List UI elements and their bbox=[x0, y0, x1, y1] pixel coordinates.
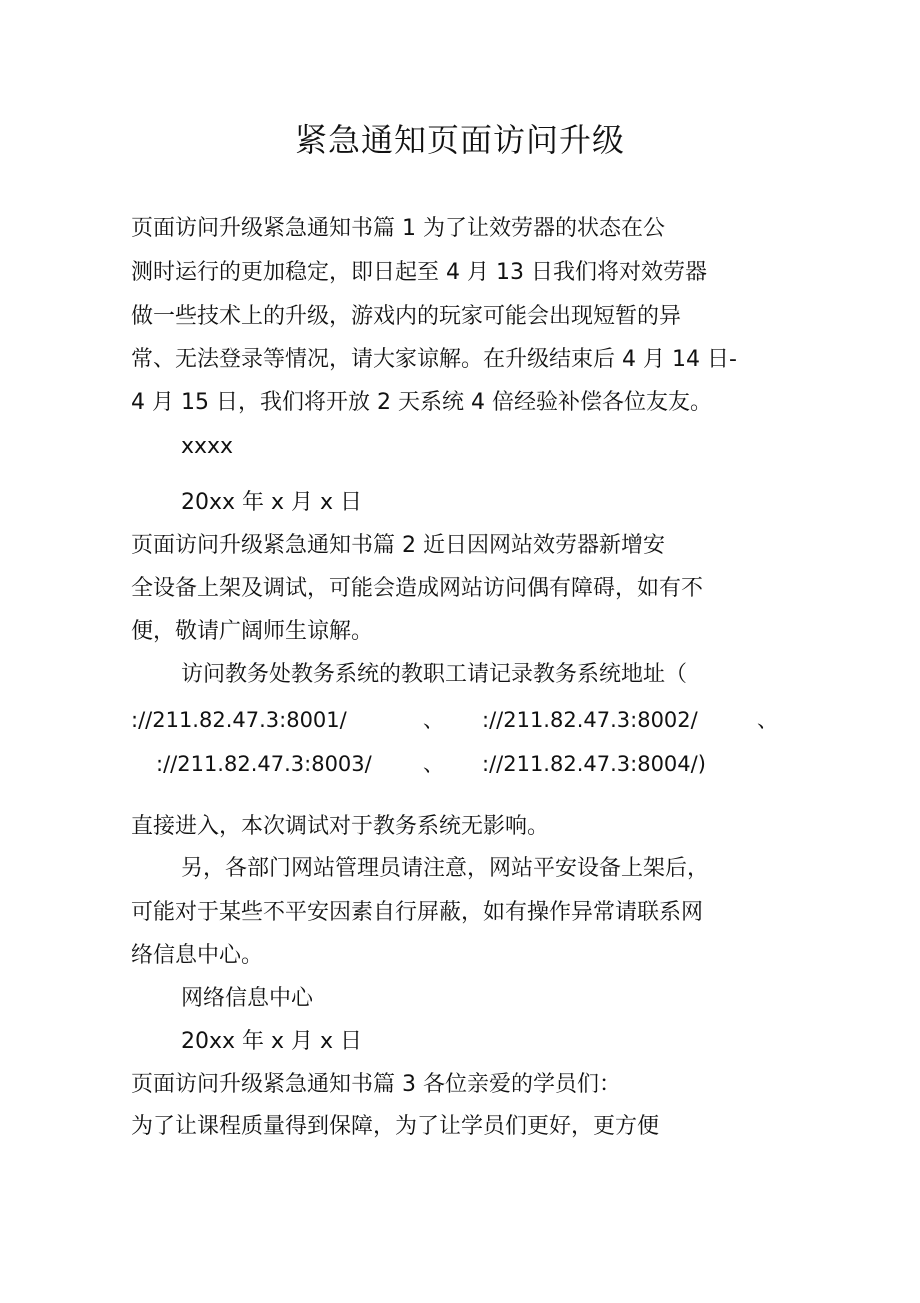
system-address-3: ://211.82.47.3:8003/ bbox=[156, 752, 372, 776]
notice2-after-line-4: 络信息中心。 bbox=[131, 943, 264, 968]
notice1-line-3: 做一些技术上的升级，游戏内的玩家可能会出现短暂的异 bbox=[131, 304, 682, 329]
notice1-line-5: 4 月 15 日，我们将开放 2 天系统 4 倍经验补偿各位友友。 bbox=[131, 390, 712, 415]
notice1-date: 20xx 年 x 月 x 日 bbox=[181, 490, 363, 515]
notice2-line-1: 页面访问升级紧急通知书篇 2 近日因网站效劳器新增安 bbox=[131, 533, 665, 558]
notice2-after-line-3: 可能对于某些不平安因素自行屏蔽，如有操作异常请联系网 bbox=[131, 900, 704, 925]
notice2-after-line-1: 直接进入，本次调试对于教务系统无影响。 bbox=[131, 814, 550, 839]
system-address-2: ://211.82.47.3:8002/ bbox=[482, 708, 698, 732]
notice3-line-1: 页面访问升级紧急通知书篇 3 各位亲爱的学员们： bbox=[131, 1072, 621, 1097]
system-address-1: ://211.82.47.3:8001/ bbox=[131, 708, 347, 732]
notice2-date: 20xx 年 x 月 x 日 bbox=[181, 1029, 363, 1054]
system-address-4: ://211.82.47.3:8004/) bbox=[482, 752, 706, 776]
notice2-after-line-2: 另，各部门网站管理员请注意，网站平安设备上架后， bbox=[181, 856, 710, 881]
notice2-line-3: 便，敬请广阔师生谅解。 bbox=[131, 619, 374, 644]
address-separator: 、 bbox=[757, 708, 778, 732]
notice1-line-4: 常、无法登录等情况，请大家谅解。在升级结束后 4 月 14 日- bbox=[131, 347, 737, 372]
notice2-signature: 网络信息中心 bbox=[181, 986, 314, 1011]
notice2-line-2: 全设备上架及调试，可能会造成网站访问偶有障碍，如有不 bbox=[131, 576, 704, 601]
document-title: 紧急通知页面访问升级 bbox=[294, 121, 625, 159]
notice1-signature: xxxx bbox=[181, 434, 234, 459]
address-separator: 、 bbox=[423, 752, 444, 776]
notice2-line-4: 访问教务处教务系统的教职工请记录教务系统地址（ bbox=[181, 662, 688, 687]
address-separator: 、 bbox=[423, 708, 444, 732]
notice1-line-1: 页面访问升级紧急通知书篇 1 为了让效劳器的状态在公 bbox=[131, 216, 665, 241]
notice3-line-2: 为了让课程质量得到保障，为了让学员们更好，更方便 bbox=[131, 1114, 660, 1139]
notice1-line-2: 测时运行的更加稳定，即日起至 4 月 13 日我们将对效劳器 bbox=[131, 260, 707, 285]
